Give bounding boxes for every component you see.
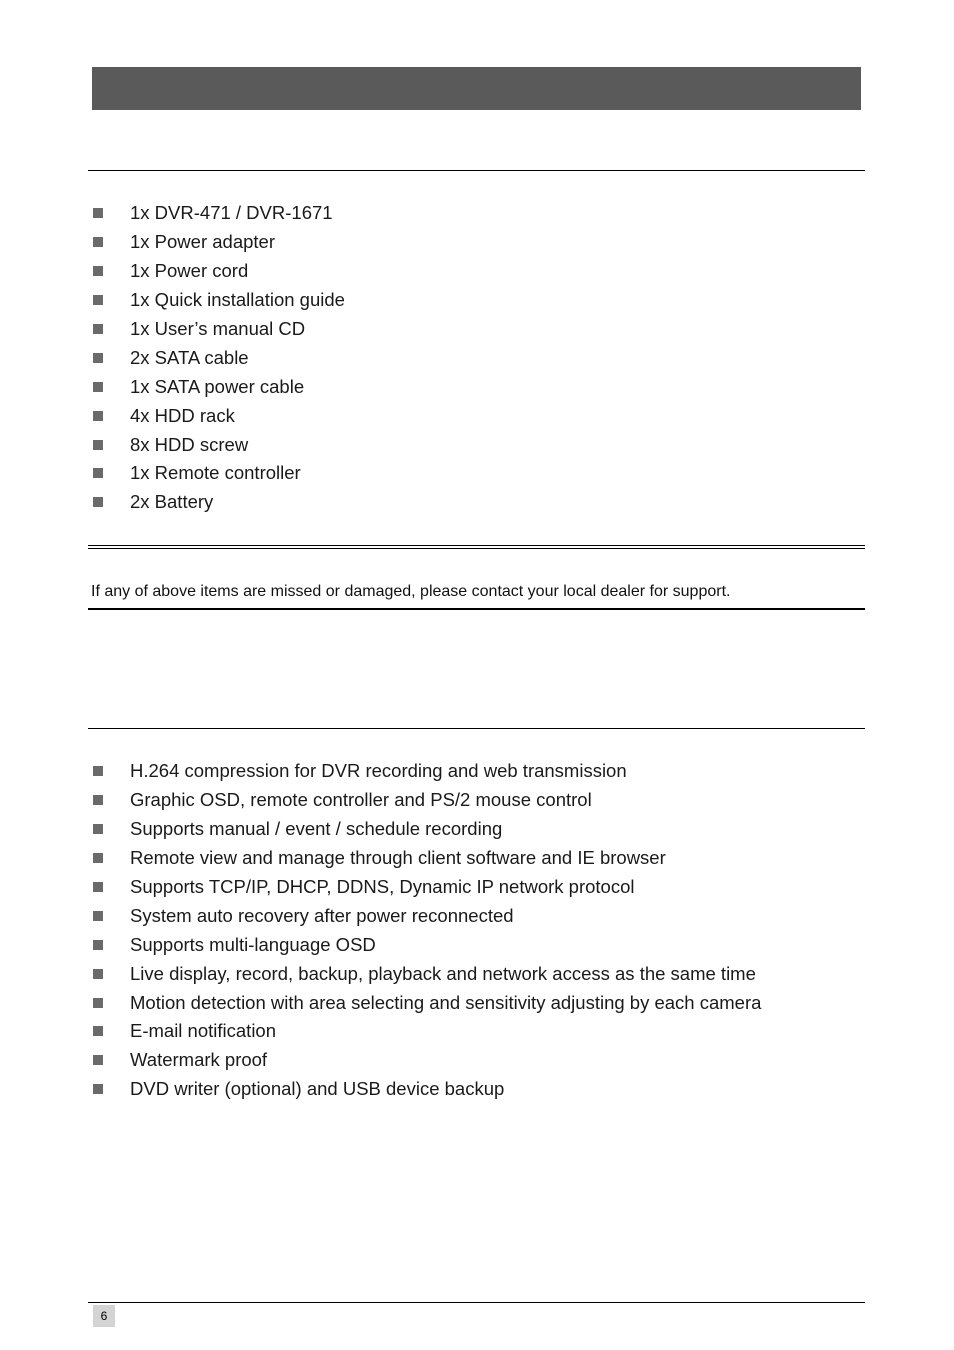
list-item	[93, 844, 761, 873]
section-divider-package	[88, 170, 865, 171]
square-bullet-icon	[93, 468, 103, 478]
square-bullet-icon	[93, 824, 103, 834]
page-number: 6	[93, 1305, 115, 1327]
list-item	[93, 372, 345, 401]
square-bullet-icon	[93, 998, 103, 1008]
list-item	[93, 873, 761, 902]
list-item-text: Supports manual / event / schedule recording	[130, 818, 503, 840]
square-bullet-icon	[93, 1055, 103, 1065]
list-item	[93, 401, 345, 430]
list-item-text: 8x HDD screw	[130, 433, 249, 455]
square-bullet-icon	[93, 295, 103, 305]
list-item	[93, 1046, 761, 1075]
square-bullet-icon	[93, 969, 103, 979]
square-bullet-icon	[93, 1026, 103, 1036]
square-bullet-icon	[93, 1084, 103, 1094]
square-bullet-icon	[93, 382, 103, 392]
list-item-text: Supports TCP/IP, DHCP, DDNS, Dynamic IP network protocol	[130, 876, 635, 897]
list-item	[93, 959, 761, 988]
square-bullet-icon	[93, 237, 103, 247]
list-item-text: 1x Power cord	[130, 260, 249, 282]
features-list	[93, 757, 761, 1104]
list-item-text: 1x Remote controller	[130, 462, 301, 484]
list-item-text: Live display, record, backup, playback and network access as the same time	[130, 962, 756, 984]
list-item-text: System auto recovery after power reconnected	[130, 904, 514, 926]
list-item-text: Supports multi-language OSD	[130, 933, 376, 955]
list-item-text: E-mail notification	[130, 1020, 277, 1042]
list-item	[93, 199, 345, 228]
list-item	[93, 757, 761, 786]
list-item-text: Motion detection with area selecting and sensitivity adjusting by each camera	[130, 991, 762, 1013]
list-item	[93, 488, 345, 517]
list-item-text: 1x User’s manual CD	[130, 318, 306, 339]
list-item	[93, 988, 761, 1017]
list-item	[93, 286, 345, 315]
square-bullet-icon	[93, 440, 103, 450]
square-bullet-icon	[93, 497, 103, 507]
square-bullet-icon	[93, 795, 103, 805]
square-bullet-icon	[93, 208, 103, 218]
square-bullet-icon	[93, 940, 103, 950]
list-item-text: 1x DVR-471 / DVR-1671	[130, 202, 333, 224]
list-item-text: 1x SATA power cable	[130, 375, 305, 397]
square-bullet-icon	[93, 882, 103, 892]
list-item-text: 1x Quick installation guide	[130, 289, 345, 311]
note-top-divider	[88, 545, 865, 549]
support-note: If any of above items are missed or damaged, please contact your local dealer for support.	[91, 583, 731, 600]
list-item	[93, 228, 345, 257]
list-item-text: Remote view and manage through client software and IE browser	[130, 847, 666, 869]
square-bullet-icon	[93, 911, 103, 921]
list-item-text: 1x Power adapter	[130, 231, 276, 253]
list-item	[93, 930, 761, 959]
square-bullet-icon	[93, 353, 103, 363]
list-item	[93, 315, 345, 344]
chapter-header-bar	[92, 67, 861, 110]
list-item-text: 4x HDD rack	[130, 404, 235, 426]
square-bullet-icon	[93, 853, 103, 863]
list-item	[93, 901, 761, 930]
note-bottom-divider	[88, 608, 865, 610]
list-item-text: DVD writer (optional) and USB device backup	[130, 1078, 505, 1100]
list-item	[93, 815, 761, 844]
package-contents-list	[93, 199, 345, 517]
list-item-text: 2x SATA cable	[130, 346, 249, 368]
list-item	[93, 786, 761, 815]
list-item	[93, 1075, 761, 1104]
list-item-text: Watermark proof	[130, 1049, 268, 1071]
list-item	[93, 430, 345, 459]
list-item-text: H.264 compression for DVR recording and web transmission	[130, 760, 627, 782]
section-divider-features	[88, 728, 865, 729]
footer-divider	[88, 1302, 865, 1303]
list-item	[93, 459, 345, 488]
list-item	[93, 343, 345, 372]
square-bullet-icon	[93, 324, 103, 334]
square-bullet-icon	[93, 266, 103, 276]
square-bullet-icon	[93, 766, 103, 776]
list-item-text: 2x Battery	[130, 491, 214, 513]
square-bullet-icon	[93, 411, 103, 421]
list-item-text: Graphic OSD, remote controller and PS/2 mouse control	[130, 789, 592, 811]
list-item	[93, 1017, 761, 1046]
list-item	[93, 257, 345, 286]
